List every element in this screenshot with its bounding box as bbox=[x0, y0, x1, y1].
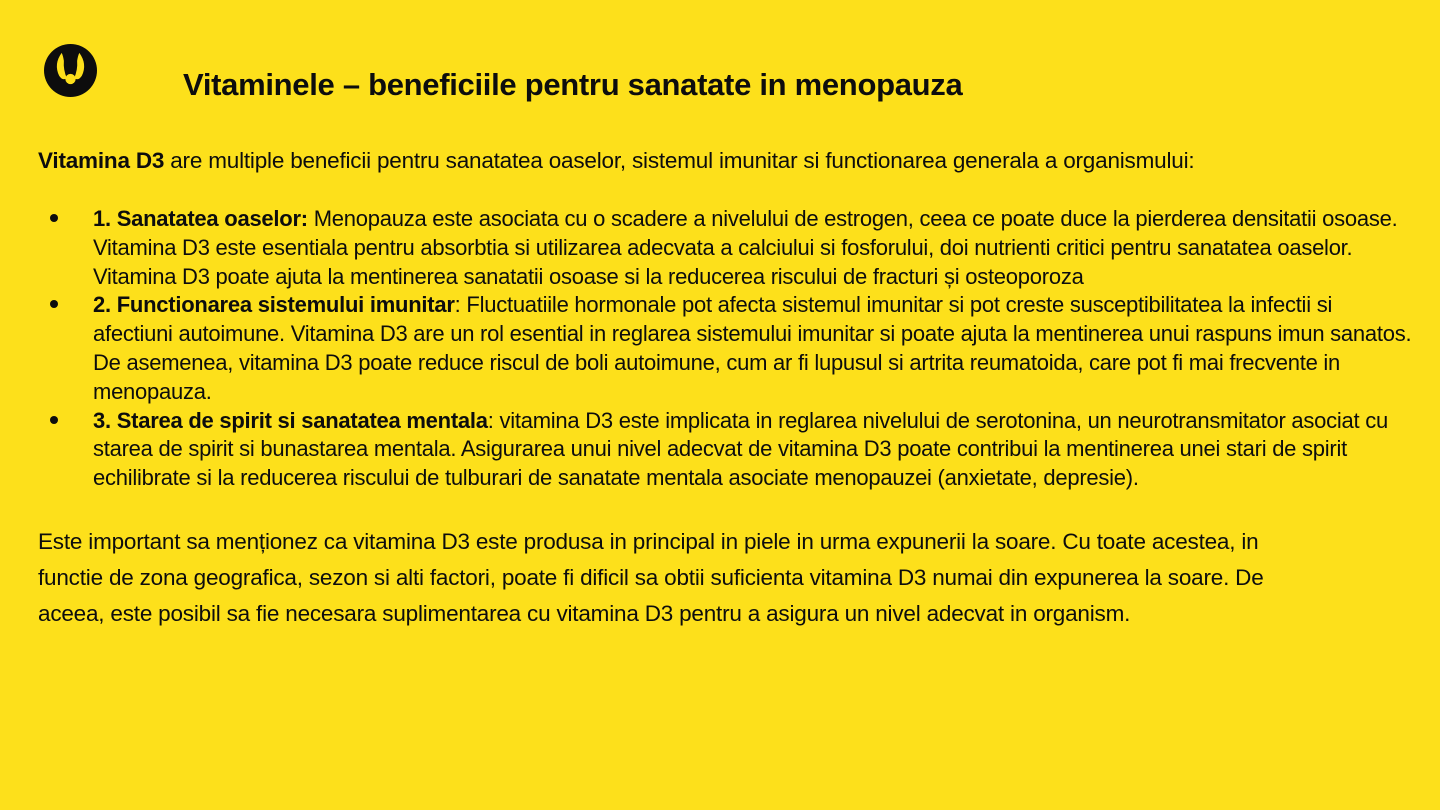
bullet-item-mental-health bbox=[38, 407, 1412, 493]
bullet-text: Menopauza este asociata cu o scadere a nivelului de estrogen, ceea ce poate duce la pierderea densitatii osoase. Vitamina D3 este esentiala pentru absorbtia si utilizarea adecvata a calciului si fosforului, doi nutrienti critici pentru sanatatea oaselor. Vitamina D3 poate ajuta la mentinerea sanatatii osoase si la reducerea riscului de fracturi și osteoporoza bbox=[93, 206, 1398, 289]
bullet-dot-icon bbox=[50, 214, 58, 222]
bullet-dot-icon bbox=[50, 300, 58, 308]
bullet-text: : vitamina D3 este implicata in reglarea nivelului de serotonina, un neurotransmitator asociat cu starea de spirit si bunastarea mentala. Asigurarea unui nivel adecvat de vitamina D3 poate contribui la mentinerea unei stari de spirit echilibrate si la reducerea riscului de tulburari de sanatate mentala asociate menopauzei (anxietate, depresie). bbox=[93, 407, 1388, 491]
bullet-item-bone-health bbox=[38, 205, 1412, 291]
slide-title: Vitaminele – beneficiile pentru sanatate in menopauza bbox=[183, 67, 963, 102]
bullet-text: : Fluctuatiile hormonale pot afecta sistemul imunitar si pot creste susceptibilitatea la infectii si afectiuni autoimune. Vitamina D3 are un rol esential in reglarea sistemului imunitar si poate ajuta la mentinerea unui raspuns imun sanatos. De asemenea, vitamina D3 poate reduce riscul de boli autoimune, cum ar fi lupusul si artrita reumatoida, care pot fi mai frecvente in menopauza. bbox=[93, 292, 1412, 404]
bullet-item-immune-system bbox=[38, 291, 1412, 406]
intro-rest-text: are multiple beneficii pentru sanatatea oaselor, sistemul imunitar si functionarea generala a organismului: bbox=[164, 148, 1195, 173]
slide-body bbox=[38, 142, 1412, 632]
petal-drop-logo-icon bbox=[44, 44, 97, 97]
bullet-lead-bold: 1. Sanatatea oaselor: bbox=[93, 206, 308, 231]
bullet-dot-icon bbox=[50, 416, 58, 424]
intro-paragraph bbox=[38, 142, 1248, 180]
bullet-list bbox=[38, 205, 1412, 493]
intro-lead-bold: Vitamina D3 bbox=[38, 148, 165, 173]
closing-paragraph: Este important sa menționez ca vitamina D3 este produsa in principal in piele in urma expunerii la soare. Cu toate acestea, in functie de zona geografica, sezon si alti factori, poate fi dificil sa obtii suficienta vitamina D3 numai din expunerea la soare. De aceea, este posibil sa fie necesara suplimentarea cu vitamina D3 pentru a asigura un nivel adecvat in organism. bbox=[38, 528, 1264, 626]
bullet-lead-bold: 2. Functionarea sistemului imunitar bbox=[93, 292, 455, 318]
bullet-lead-bold: 3. Starea de spirit si sanatatea mentala bbox=[93, 407, 488, 433]
brand-logo bbox=[44, 44, 97, 97]
